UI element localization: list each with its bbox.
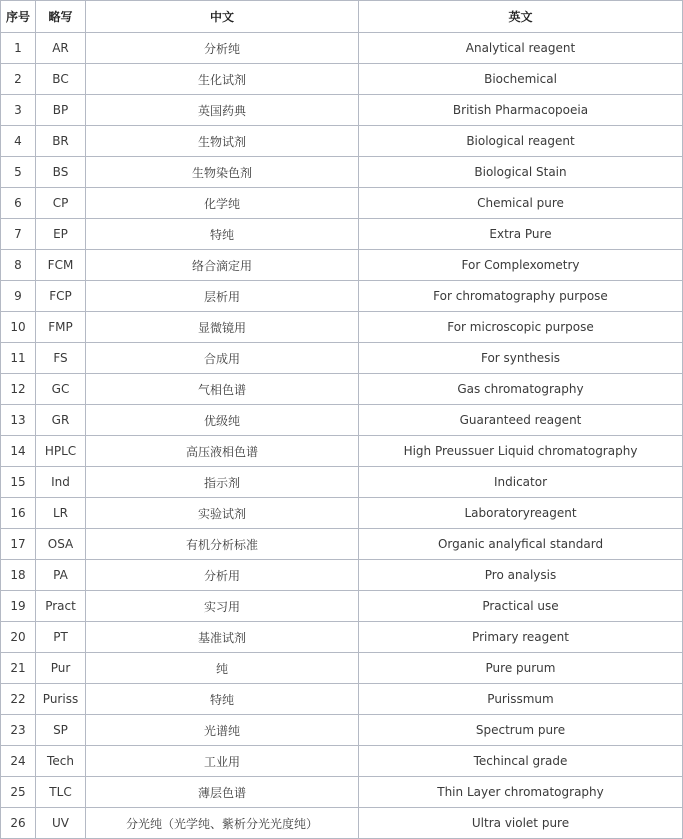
cell-chinese: 合成用 [86,343,359,374]
table-row [1,374,683,405]
cell-abbreviation: CP [36,188,86,219]
cell-chinese: 特纯 [86,219,359,250]
cell-english: Gas chromatography [359,374,683,405]
cell-abbreviation: GC [36,374,86,405]
cell-english: Ultra violet pure [359,808,683,839]
cell-index: 19 [1,591,36,622]
cell-index: 3 [1,95,36,126]
table-row [1,343,683,374]
cell-index: 24 [1,746,36,777]
cell-english: Laboratoryreagent [359,498,683,529]
cell-index: 9 [1,281,36,312]
cell-english: Thin Layer chromatography [359,777,683,808]
cell-chinese: 化学纯 [86,188,359,219]
cell-abbreviation: FCM [36,250,86,281]
cell-english: Analytical reagent [359,33,683,64]
cell-abbreviation: Pract [36,591,86,622]
cell-english: Purissmum [359,684,683,715]
cell-english: Chemical pure [359,188,683,219]
cell-index: 15 [1,467,36,498]
cell-chinese: 显微镜用 [86,312,359,343]
header-english: 英文 [359,1,683,33]
cell-chinese: 生物试剂 [86,126,359,157]
cell-abbreviation: PT [36,622,86,653]
cell-english: Indicator [359,467,683,498]
cell-english: Organic analyfical standard [359,529,683,560]
cell-abbreviation: FMP [36,312,86,343]
table-row [1,467,683,498]
cell-chinese: 英国药典 [86,95,359,126]
cell-english: Primary reagent [359,622,683,653]
cell-index: 13 [1,405,36,436]
cell-index: 7 [1,219,36,250]
table-row [1,622,683,653]
table-row [1,250,683,281]
table-row [1,808,683,839]
cell-chinese: 特纯 [86,684,359,715]
cell-index: 17 [1,529,36,560]
cell-english: Spectrum pure [359,715,683,746]
table-row [1,498,683,529]
table-row [1,591,683,622]
table-row [1,281,683,312]
cell-chinese: 实习用 [86,591,359,622]
cell-chinese: 薄层色谱 [86,777,359,808]
table-row [1,405,683,436]
cell-english: Pro analysis [359,560,683,591]
cell-chinese: 生物染色剂 [86,157,359,188]
cell-index: 18 [1,560,36,591]
cell-english: High Preussuer Liquid chromatography [359,436,683,467]
cell-index: 6 [1,188,36,219]
table-header [1,1,683,33]
cell-abbreviation: FS [36,343,86,374]
cell-abbreviation: Ind [36,467,86,498]
cell-index: 14 [1,436,36,467]
cell-index: 20 [1,622,36,653]
cell-index: 8 [1,250,36,281]
cell-chinese: 分光纯（光学纯、紫析分光光度纯） [86,808,359,839]
table-row [1,312,683,343]
cell-abbreviation: TLC [36,777,86,808]
header-chinese: 中文 [86,1,359,33]
cell-index: 26 [1,808,36,839]
cell-chinese: 纯 [86,653,359,684]
cell-chinese: 分析用 [86,560,359,591]
table-row [1,33,683,64]
cell-chinese: 工业用 [86,746,359,777]
cell-abbreviation: Puriss [36,684,86,715]
cell-chinese: 层析用 [86,281,359,312]
cell-abbreviation: Pur [36,653,86,684]
cell-index: 25 [1,777,36,808]
cell-english: For microscopic purpose [359,312,683,343]
cell-abbreviation: SP [36,715,86,746]
cell-index: 16 [1,498,36,529]
header-index: 序号 [1,1,36,33]
cell-index: 1 [1,33,36,64]
cell-abbreviation: AR [36,33,86,64]
cell-english: Pure purum [359,653,683,684]
cell-index: 5 [1,157,36,188]
cell-chinese: 络合滴定用 [86,250,359,281]
cell-chinese: 实验试剂 [86,498,359,529]
cell-index: 2 [1,64,36,95]
cell-english: British Pharmacopoeia [359,95,683,126]
cell-abbreviation: BS [36,157,86,188]
header-abbreviation: 略写 [36,1,86,33]
cell-english: For Complexometry [359,250,683,281]
table-row [1,529,683,560]
table-row [1,219,683,250]
cell-chinese: 光谱纯 [86,715,359,746]
table-row [1,95,683,126]
table-row [1,746,683,777]
cell-abbreviation: GR [36,405,86,436]
cell-chinese: 气相色谱 [86,374,359,405]
table-row [1,715,683,746]
cell-abbreviation: OSA [36,529,86,560]
cell-english: Guaranteed reagent [359,405,683,436]
table-row [1,777,683,808]
cell-abbreviation: LR [36,498,86,529]
cell-index: 22 [1,684,36,715]
cell-chinese: 优级纯 [86,405,359,436]
cell-index: 4 [1,126,36,157]
table-body [1,33,683,839]
table-row [1,560,683,591]
cell-index: 21 [1,653,36,684]
cell-chinese: 高压液相色谱 [86,436,359,467]
cell-english: For synthesis [359,343,683,374]
cell-abbreviation: BC [36,64,86,95]
cell-english: Practical use [359,591,683,622]
cell-index: 10 [1,312,36,343]
cell-abbreviation: Tech [36,746,86,777]
cell-english: Extra Pure [359,219,683,250]
cell-abbreviation: BR [36,126,86,157]
cell-abbreviation: FCP [36,281,86,312]
cell-abbreviation: EP [36,219,86,250]
cell-chinese: 基准试剂 [86,622,359,653]
cell-chinese: 指示剂 [86,467,359,498]
table-row [1,653,683,684]
header-row [1,1,683,33]
cell-abbreviation: UV [36,808,86,839]
table-row [1,188,683,219]
cell-english: For chromatography purpose [359,281,683,312]
table-row [1,157,683,188]
table-row [1,684,683,715]
cell-english: Biological reagent [359,126,683,157]
cell-chinese: 生化试剂 [86,64,359,95]
cell-abbreviation: BP [36,95,86,126]
cell-index: 12 [1,374,36,405]
cell-chinese: 分析纯 [86,33,359,64]
cell-abbreviation: PA [36,560,86,591]
cell-chinese: 有机分析标准 [86,529,359,560]
cell-english: Techincal grade [359,746,683,777]
cell-index: 11 [1,343,36,374]
cell-english: Biological Stain [359,157,683,188]
table-row [1,126,683,157]
table-row [1,436,683,467]
cell-index: 23 [1,715,36,746]
cell-english: Biochemical [359,64,683,95]
cell-abbreviation: HPLC [36,436,86,467]
table-row [1,64,683,95]
